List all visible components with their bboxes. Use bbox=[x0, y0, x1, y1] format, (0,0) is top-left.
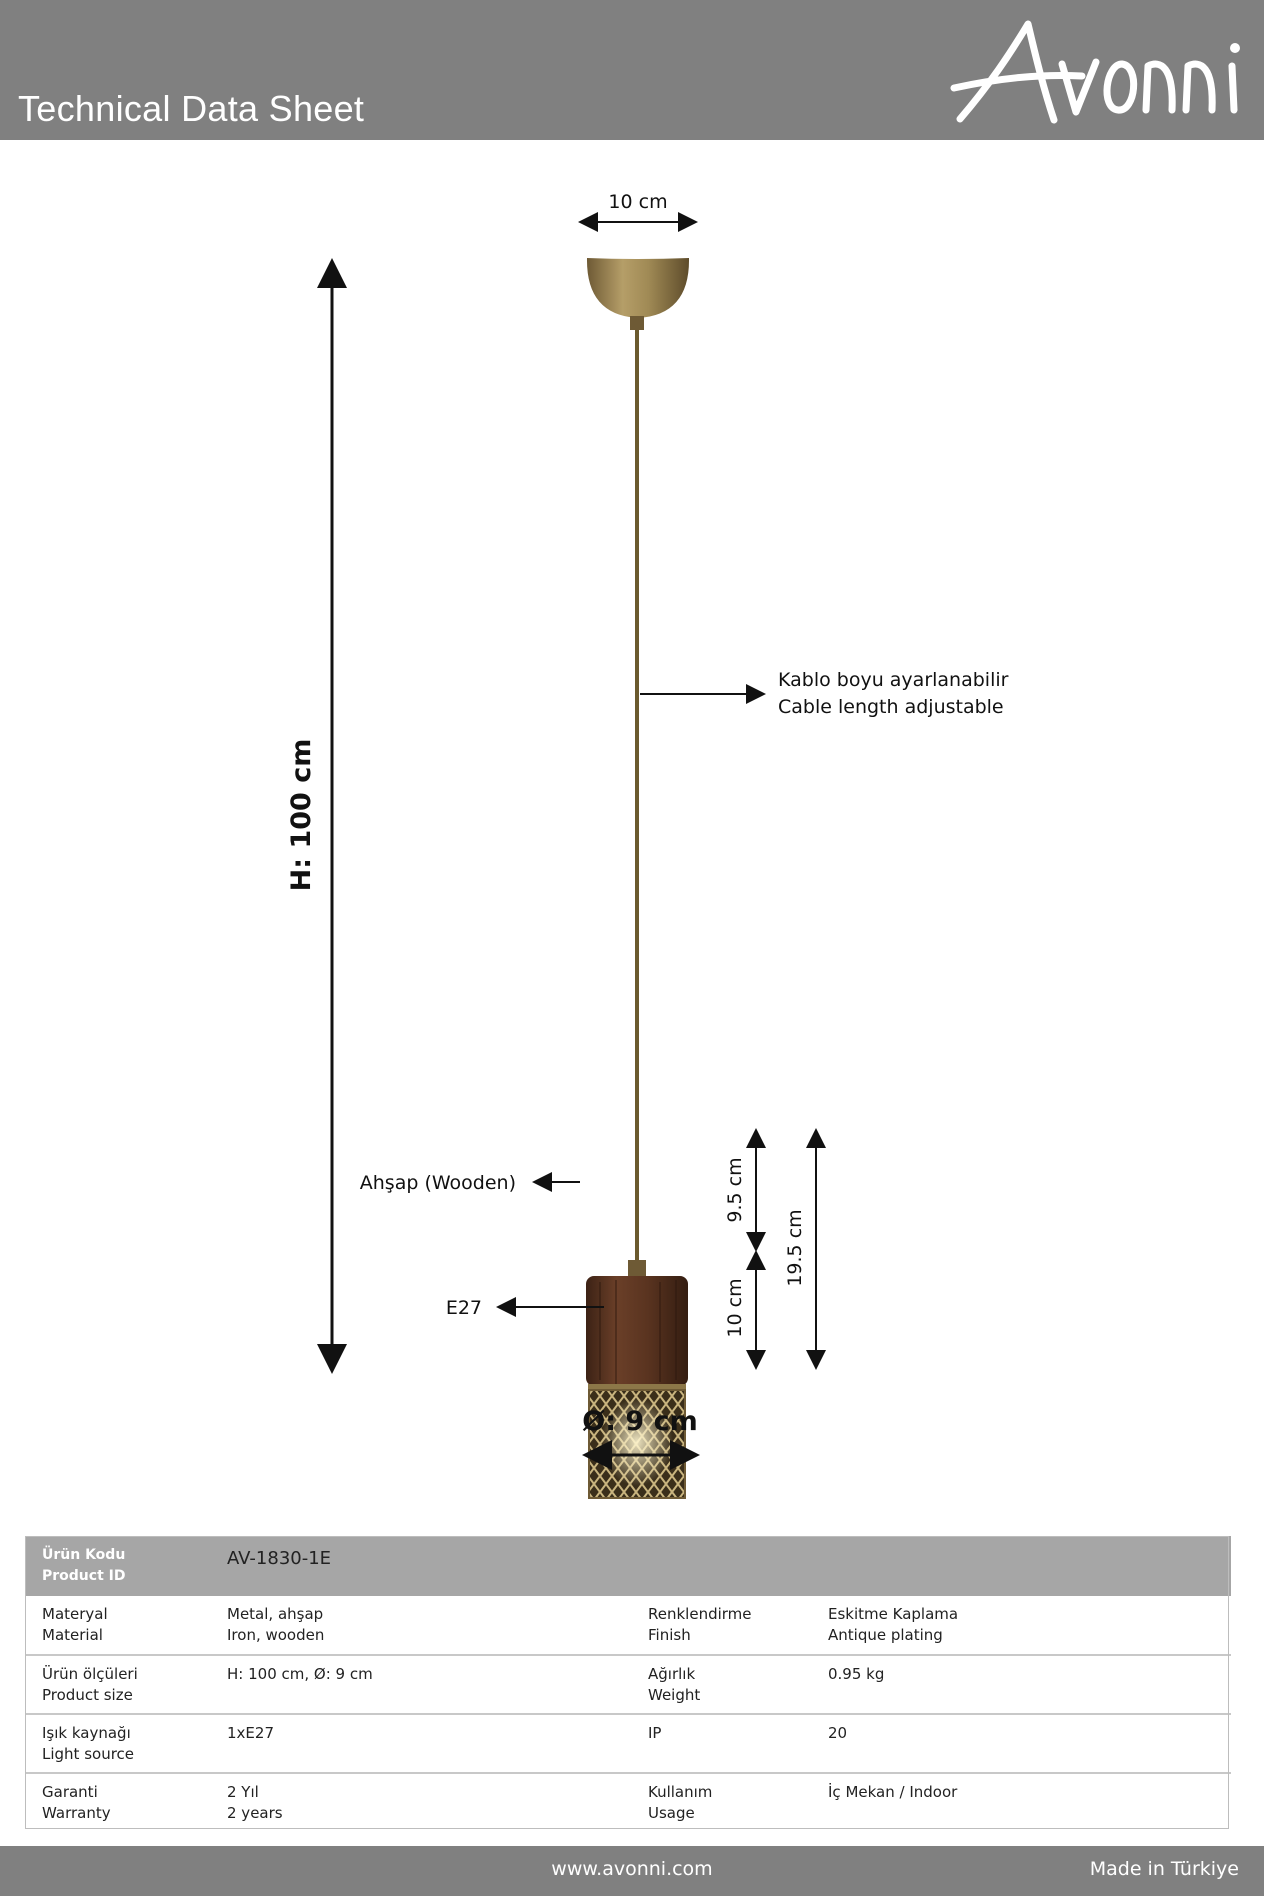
spec-label: Garanti Warranty bbox=[42, 1783, 111, 1822]
spec-value: Eskitme Kaplama Antique plating bbox=[828, 1605, 959, 1644]
spec-label: Işık kaynağı Light source bbox=[42, 1724, 135, 1763]
spec-label: Kullanım Usage bbox=[648, 1783, 713, 1822]
made-in-label: Made in Türkiye bbox=[1089, 1858, 1239, 1880]
product-id-label: Ürün Kodu Product ID bbox=[42, 1547, 126, 1584]
canopy-fitting bbox=[630, 316, 644, 330]
height-label: H: 100 cm bbox=[286, 738, 317, 892]
spec-value: H: 100 cm, Ø: 9 cm bbox=[227, 1665, 373, 1683]
spec-row-light-source bbox=[25, 1714, 1231, 1773]
top-width-label: 10 cm bbox=[608, 191, 668, 213]
lamp-neck bbox=[628, 1260, 646, 1278]
website-link[interactable]: www.avonni.com bbox=[551, 1858, 713, 1880]
spec-value: İç Mekan / Indoor bbox=[828, 1783, 958, 1801]
spec-label: Renklendirme Finish bbox=[648, 1605, 752, 1644]
total-lamp-height-label: 19.5 cm bbox=[784, 1209, 806, 1287]
product-id-value: AV-1830-1E bbox=[227, 1548, 332, 1569]
avonni-logo bbox=[950, 4, 1250, 134]
lower-height-label: 10 cm bbox=[724, 1278, 746, 1338]
spec-row-size bbox=[25, 1655, 1231, 1714]
spec-row-warranty bbox=[25, 1773, 1231, 1832]
diameter-label: Ø: 9 cm bbox=[582, 1406, 698, 1437]
socket-label: E27 bbox=[445, 1297, 482, 1319]
spec-header-row bbox=[25, 1536, 1231, 1596]
wooden-holder bbox=[586, 1276, 688, 1386]
spec-label: IP bbox=[648, 1724, 662, 1742]
spec-value: 2 Yıl 2 years bbox=[227, 1783, 283, 1822]
spec-table bbox=[25, 1536, 1231, 1832]
cable bbox=[635, 330, 639, 1260]
spec-label: Ağırlık Weight bbox=[648, 1665, 701, 1704]
header-bar bbox=[0, 0, 1264, 140]
technical-drawing bbox=[0, 140, 1264, 1520]
spec-value: 0.95 kg bbox=[828, 1665, 885, 1683]
wooden-label: Ahşap (Wooden) bbox=[359, 1172, 516, 1194]
spec-row-material bbox=[25, 1596, 1231, 1655]
cable-note-en: Cable length adjustable bbox=[778, 696, 1004, 718]
page-title: Technical Data Sheet bbox=[18, 88, 365, 129]
spec-label: Materyal Material bbox=[42, 1605, 108, 1644]
spec-value: Metal, ahşap Iron, wooden bbox=[227, 1605, 325, 1644]
ceiling-canopy bbox=[587, 258, 689, 318]
footer-bar bbox=[0, 1846, 1264, 1896]
cable-note-tr: Kablo boyu ayarlanabilir bbox=[778, 669, 1009, 691]
spec-value: 20 bbox=[828, 1724, 848, 1742]
spec-value: 1xE27 bbox=[227, 1724, 274, 1742]
upper-height-label: 9.5 cm bbox=[724, 1157, 746, 1223]
spec-label: Ürün ölçüleri Product size bbox=[42, 1665, 138, 1704]
